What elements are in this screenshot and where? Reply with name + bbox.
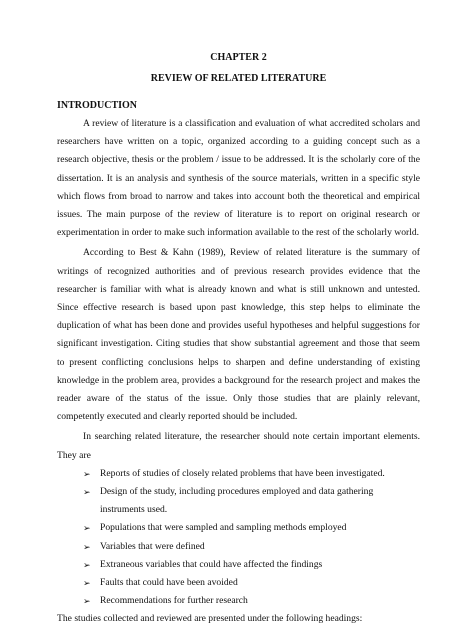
arrow-bullet-icon: ➢ <box>83 596 91 607</box>
paragraph-intro: A review of literature is a classification and evaluation of what accredited scholars and researchers have written on a topic, organized according to a guiding concept such as a research objective, thesis or the problem / issue to be addressed. It is the scholarly core of the dissertation. It is an analysis and synthesis of the source materials, written in a specific style which flows from broad to narrow and takes into account both the theoretical and empirical issues. The main purpose of the review of literature is to report on original research or experimentation in order to make such information available to the rest of the scholarly world. <box>57 118 420 239</box>
list-item: ➢ Populations that were sampled and sampling methods employed <box>83 519 420 537</box>
list-item: ➢ Design of the study, including procedures employed and data gathering instruments used. <box>83 483 420 519</box>
closing-sentence: The studies collected and reviewed are presented under the following headings: <box>57 613 363 625</box>
arrow-bullet-icon: ➢ <box>83 523 91 534</box>
arrow-bullet-icon: ➢ <box>83 468 91 479</box>
elements-list <box>57 465 420 611</box>
list-item: ➢ Extraneous variables that could have affected the findings <box>83 556 420 574</box>
chapter-number: CHAPTER 2 <box>210 52 267 63</box>
paragraph-best-kahn: According to Best & Kahn (1989), Review of related literature is the summary of writings of recognized authorities and of previous research provides evidence that the researcher is familiar with what is already known and what is still unknown and untested. Since effective research is based upon past knowledge, this step helps to eliminate the duplication of what has been done and provides useful hypotheses and helpful suggestions for significant investigation. Citing studies that show substantial agreement and those that seem to present conflicting conclusions helps to sharpen and define understanding of existing knowledge in the problem area, provides a background for the research project and makes the reader aware of the status of the issue. Only those studies that are plainly relevant, competently executed and clearly reported should be included. <box>57 247 420 423</box>
arrow-bullet-icon: ➢ <box>83 487 91 498</box>
document-page <box>57 49 420 629</box>
chapter-title: REVIEW OF RELATED LITERATURE <box>150 73 327 84</box>
arrow-bullet-icon: ➢ <box>83 559 91 570</box>
list-item: ➢ Faults that could have been avoided <box>83 574 420 592</box>
list-item: ➢ Reports of studies of closely related problems that have been investigated. <box>83 465 420 483</box>
arrow-bullet-icon: ➢ <box>83 578 91 589</box>
list-item: ➢ Variables that were defined <box>83 538 420 556</box>
list-item: ➢ Recommendations for further research <box>83 592 420 610</box>
arrow-bullet-icon: ➢ <box>83 541 91 552</box>
section-heading: INTRODUCTION <box>57 100 138 111</box>
paragraph-searching: In searching related literature, the researcher should note certain important elements. They are <box>57 431 420 461</box>
